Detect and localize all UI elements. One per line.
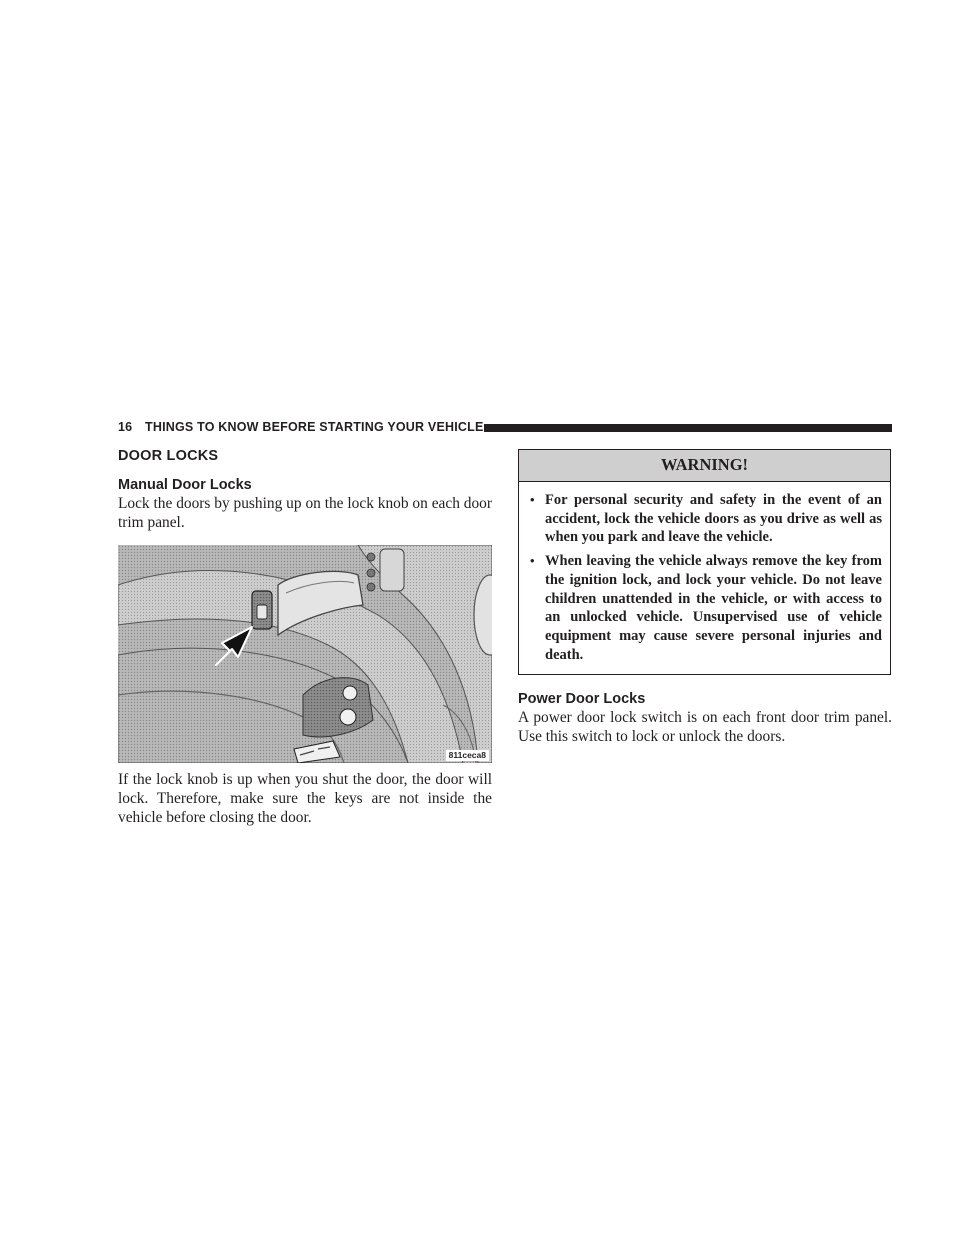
bullet-dot-icon: • xyxy=(530,492,535,507)
manual-locks-note: If the lock knob is up when you shut the door, the door will lock. Therefore, make sure the keys are not inside the vehicle before closing the door. xyxy=(118,771,492,826)
running-section-title: THINGS TO KNOW BEFORE STARTING YOUR VEHICLE xyxy=(145,420,484,434)
power-locks-body: A power door lock switch is on each front door trim panel. Use this switch to lock or unlock the doors. xyxy=(518,709,892,746)
warning-item xyxy=(530,552,882,664)
door-trim-illustration xyxy=(118,545,492,763)
subheading-manual-door-locks: Manual Door Locks xyxy=(118,477,252,493)
page-number: 16 xyxy=(118,420,133,434)
warning-title: WARNING! xyxy=(519,450,890,482)
warning-list xyxy=(519,482,890,674)
page-header xyxy=(118,419,892,437)
warning-item xyxy=(530,491,882,547)
figure-code-label: 811ceca8 xyxy=(446,750,489,761)
right-column xyxy=(518,449,892,746)
warning-item-text: For personal security and safety in the event of an accident, lock the vehicle doors as you drive as well as when you park and leave the vehicle. xyxy=(545,492,882,546)
bullet-dot-icon: • xyxy=(530,553,535,569)
subheading-power-door-locks: Power Door Locks xyxy=(518,691,646,708)
left-column xyxy=(118,448,492,827)
manual-locks-intro: Lock the doors by pushing up on the lock knob on each door trim panel. xyxy=(118,495,492,531)
warning-box xyxy=(518,449,891,675)
header-rule xyxy=(484,424,892,432)
door-trim-figure xyxy=(118,545,492,763)
section-heading-door-locks: DOOR LOCKS xyxy=(118,448,219,464)
warning-item-text: When leaving the vehicle always remove the key from the ignition lock, and lock your vehicle. Do not leave children unattended in the vehicle, or with access to an unlocked vehicle. Unsupervised use of vehicle equipment may cause severe personal injuries and death. xyxy=(545,553,882,663)
